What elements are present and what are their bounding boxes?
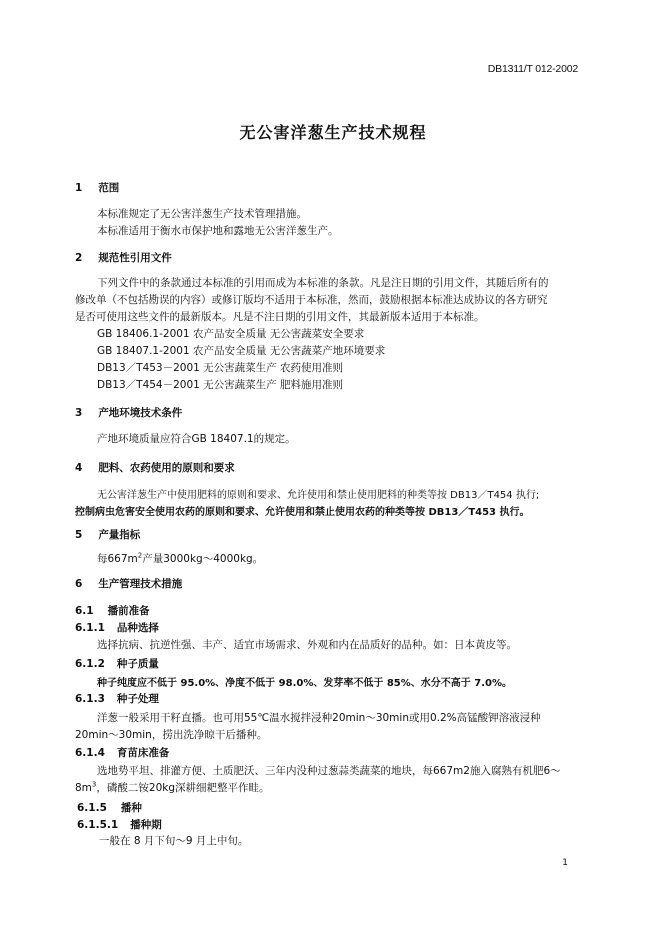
section-number: 6.1.5.1 bbox=[77, 819, 119, 831]
reference-item: GB 18406.1-2001 农产品安全质量 无公害蔬菜安全要求 bbox=[97, 328, 365, 340]
reference-item: GB 18407.1-2001 农产品安全质量 无公害蔬菜产地环境要求 bbox=[97, 345, 386, 357]
page-title: 无公害洋葱生产技术规程 bbox=[239, 123, 427, 142]
paragraph-line: 修改单（不包括勘误的内容）或修订版均不适用于本标准，然而，鼓励根据本标准达成协议的各方研究 bbox=[75, 294, 548, 306]
superscript: 2 bbox=[137, 551, 143, 560]
paragraph-line: 种子纯度应不低于 95.0%、净度不低于 98.0%、发芽率不低于 85%、水分不高于 7.0%。 bbox=[97, 678, 512, 689]
reference-item: DB13／T454－2001 无公害蔬菜生产 肥料施用准则 bbox=[97, 379, 344, 391]
superscript: 3 bbox=[91, 780, 97, 789]
paragraph-line: 选择抗病、抗逆性强、丰产、适宜市场需求、外观和内在品质好的品种。如：日本黄皮等。 bbox=[97, 639, 517, 651]
section-title: 肥料、农药使用的原则和要求 bbox=[98, 462, 235, 474]
paragraph-line: 无公害洋葱生产中使用肥料的原则和要求、允许使用和禁止使用肥料的种类等按 DB13／T454 执行; bbox=[97, 490, 540, 501]
section-title: 种子质量 bbox=[116, 658, 159, 670]
yield-line bbox=[97, 551, 263, 566]
section-number: 3 bbox=[75, 407, 83, 419]
section-title: 播前准备 bbox=[107, 605, 150, 617]
standard-code: DB1311/T 012-2002 bbox=[487, 63, 578, 75]
section-number: 6.1.5 bbox=[77, 802, 107, 814]
section-1-heading bbox=[75, 180, 119, 195]
section-4-heading bbox=[75, 460, 235, 475]
subsection-heading bbox=[75, 603, 150, 618]
yield-text: 产量3000kg～4000kg。 bbox=[142, 553, 264, 565]
paragraph-line: 一般在 8 月下旬～9 月上中旬。 bbox=[99, 835, 249, 847]
paragraph-line: 本标准适用于衡水市保护地和露地无公害洋葱生产。 bbox=[97, 225, 339, 237]
paragraph-line bbox=[75, 780, 270, 795]
section-title: 种子处理 bbox=[116, 693, 159, 705]
paragraph-line: 是否可使用这些文件的最新版本。凡是不注日期的引用文件，其最新版本适用于本标准。 bbox=[75, 311, 485, 323]
section-number: 1 bbox=[75, 182, 83, 194]
section-title: 产量指标 bbox=[98, 529, 141, 541]
paragraph-line: 下列文件中的条款通过本标准的引用而成为本标准的条款。凡是注日期的引用文件，其随后所有的 bbox=[97, 277, 549, 289]
section-number: 6.1.2 bbox=[75, 658, 105, 670]
section-title: 生产管理技术措施 bbox=[98, 578, 183, 590]
section-number: 6 bbox=[75, 578, 83, 590]
text: ，磷酸二铵20kg深耕细耙整平作畦。 bbox=[96, 782, 270, 794]
paragraph-line: 洋葱一般采用干籽直播。也可用55℃温水搅拌浸种20min～30min或用0.2%高锰酸钾溶液浸种 bbox=[97, 712, 541, 724]
section-2-heading bbox=[75, 250, 172, 265]
section-title: 品种选择 bbox=[116, 622, 159, 634]
section-number: 6.1.1 bbox=[75, 622, 105, 634]
section-title: 播种 bbox=[120, 802, 142, 814]
text: 8m bbox=[75, 782, 92, 794]
section-number: 2 bbox=[75, 252, 83, 264]
reference-item: DB13／T453－2001 无公害蔬菜生产 农药使用准则 bbox=[97, 362, 344, 374]
subsection-heading bbox=[77, 800, 142, 815]
subsection-heading bbox=[77, 817, 162, 832]
paragraph-line: 本标准规定了无公害洋葱生产技术管理措施。 bbox=[97, 208, 307, 220]
section-number: 6.1.4 bbox=[75, 747, 105, 759]
section-3-heading bbox=[75, 405, 182, 420]
subsection-heading bbox=[75, 691, 159, 706]
section-title: 产地环境技术条件 bbox=[98, 407, 183, 419]
subsection-heading bbox=[75, 620, 159, 635]
section-number: 5 bbox=[75, 529, 83, 541]
section-6-heading bbox=[75, 576, 182, 591]
section-5-heading bbox=[75, 527, 140, 542]
section-title: 播种期 bbox=[130, 819, 162, 831]
paragraph-line: 控制病虫危害安全使用农药的原则和要求、允许使用和禁止使用农药的种类等按 DB13／T453 执行。 bbox=[75, 507, 530, 518]
yield-text: 每667m bbox=[97, 553, 138, 565]
section-number: 4 bbox=[75, 462, 83, 474]
subsection-heading bbox=[75, 745, 169, 760]
paragraph-line: 20min～30min，捞出洗净晾干后播种。 bbox=[75, 729, 268, 741]
section-title: 范围 bbox=[98, 182, 120, 194]
subsection-heading bbox=[75, 656, 159, 671]
section-title: 育苗床准备 bbox=[116, 747, 170, 759]
page-number: 1 bbox=[562, 858, 568, 868]
section-number: 6.1 bbox=[75, 605, 94, 617]
section-title: 规范性引用文件 bbox=[98, 252, 172, 264]
paragraph-line: 选地势平坦、排灌方便、土质肥沃、三年内没种过葱蒜类蔬菜的地块，每667m2施入腐熟有机肥6～ bbox=[97, 765, 561, 777]
section-number: 6.1.3 bbox=[75, 693, 105, 705]
paragraph-line: 产地环境质量应符合GB 18407.1的规定。 bbox=[97, 433, 296, 445]
